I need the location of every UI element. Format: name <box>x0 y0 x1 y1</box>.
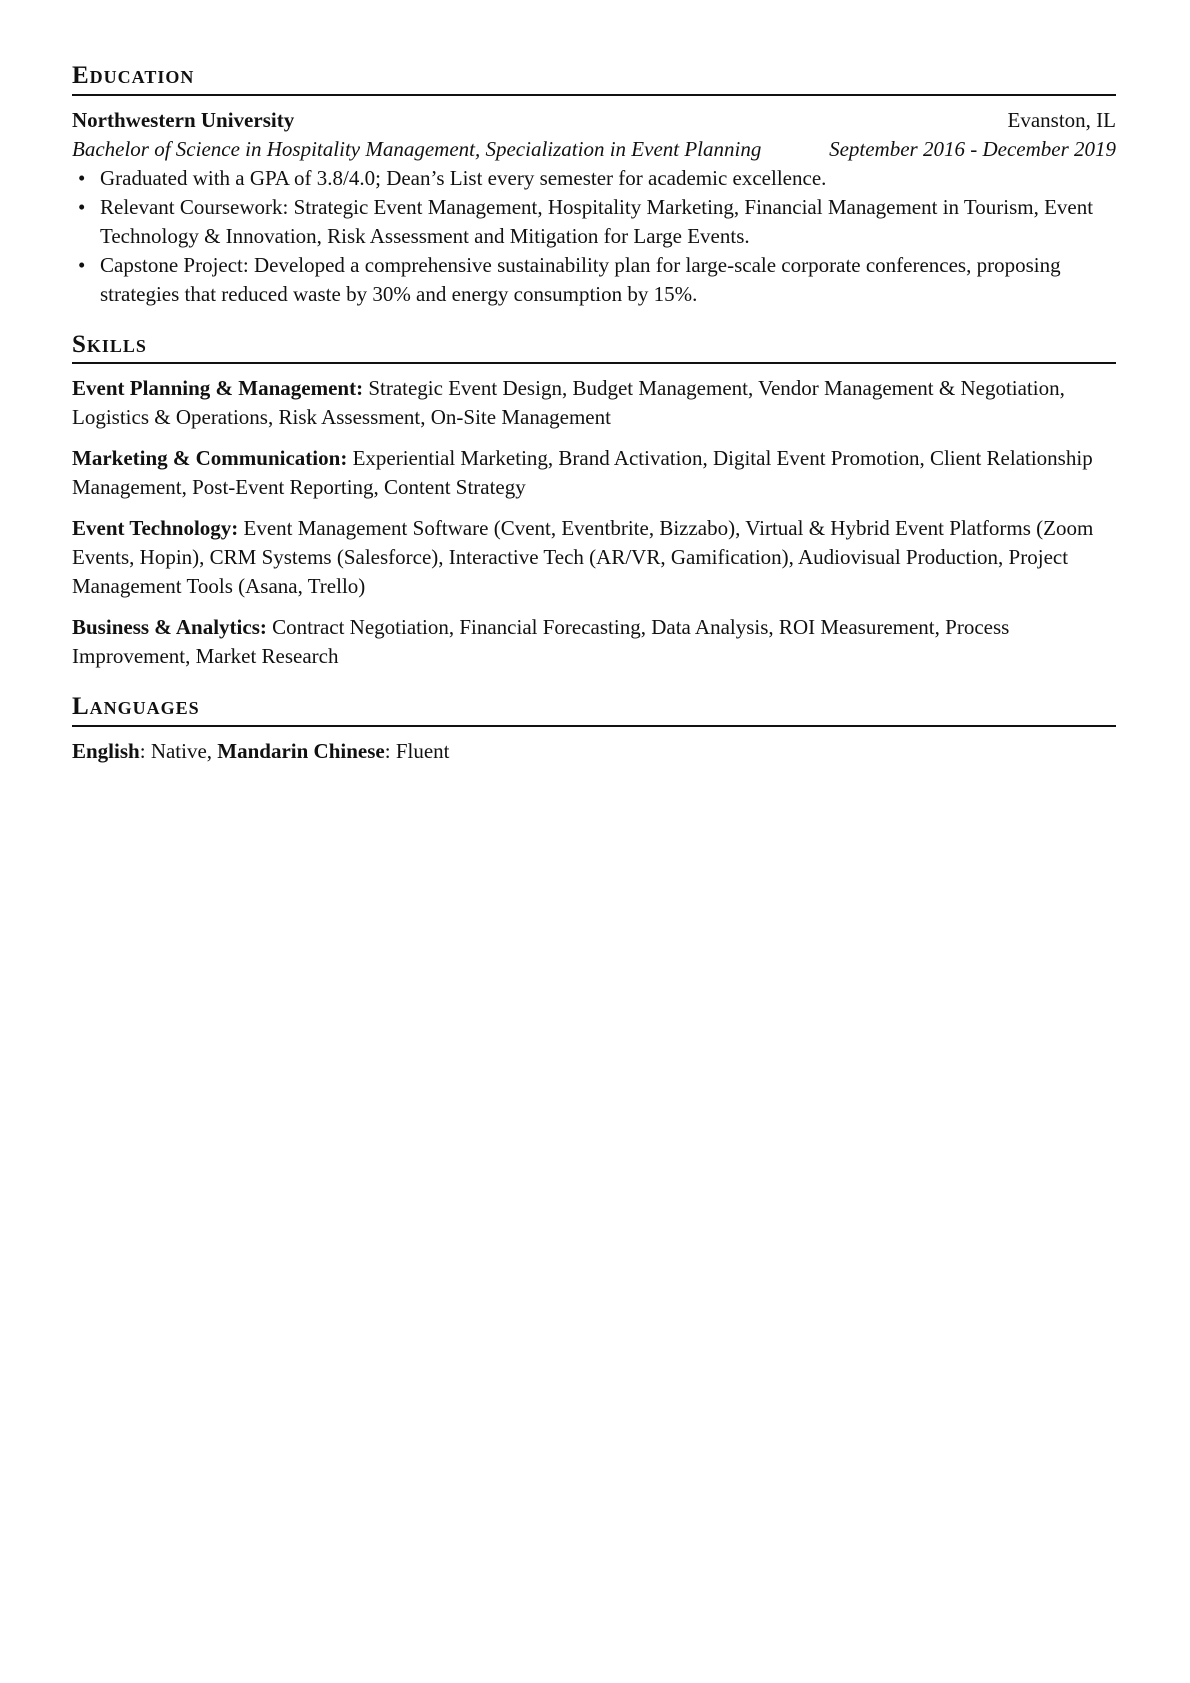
skill-group-text: Contract Negotiation, Financial Forecasting, Data Analysis, ROI Measurement, Process Improvement, Market Research <box>72 615 1010 668</box>
language-name: English <box>72 738 140 763</box>
languages-section <box>72 693 1116 766</box>
institution-name: Northwestern University <box>72 107 295 132</box>
skill-group-text: Event Management Software (Cvent, Eventbrite, Bizzabo), Virtual & Hybrid Event Platforms (Zoom Events, Hopin), CRM Systems (Salesforce), Interactive Tech (AR/VR, Gamification), Audiovisual Production, Project Management Tools (Asana, Trello) <box>72 516 1094 598</box>
skill-group-event-technology <box>72 514 1116 601</box>
skill-group-marketing <box>72 444 1116 502</box>
language-level: Fluent <box>395 738 450 763</box>
degree-line <box>72 135 1116 164</box>
skill-group-text: Strategic Event Design, Budget Management, Vendor Management & Negotiation, Logistics & Operations, Risk Assessment, On-Site Management <box>72 376 1065 429</box>
education-section <box>72 62 1116 309</box>
language-separator: : <box>384 738 396 763</box>
education-dates: September 2016 - December 2019 <box>829 136 1116 161</box>
skill-group-label: Marketing & Communication: <box>72 446 348 470</box>
degree-title: Bachelor of Science in Hospitality Management, Specialization in Event Planning <box>72 136 762 161</box>
education-bullet: • Capstone Project: Developed a comprehensive sustainability plan for large-scale corporate conferences, proposing strategies that reduced waste by 30% and energy consumption by 15%. <box>100 251 1116 309</box>
education-bullet: • Relevant Coursework: Strategic Event Management, Hospitality Marketing, Financial Management in Tourism, Event Technology & Innovation, Risk Assessment and Mitigation for Large Events. <box>100 193 1116 251</box>
skill-group-business-analytics <box>72 613 1116 671</box>
skill-group-label: Event Technology: <box>72 516 239 540</box>
skills-heading: Skills <box>72 331 1116 365</box>
language-separator: : <box>139 738 151 763</box>
skill-group-event-planning <box>72 374 1116 432</box>
institution-location: Evanston, IL <box>1007 107 1116 132</box>
resume-page <box>72 62 1116 788</box>
skill-group-text: Experiential Marketing, Brand Activation, Digital Event Promotion, Client Relationship Management, Post-Event Reporting, Content Strategy <box>72 446 1093 499</box>
education-bullet: • Graduated with a GPA of 3.8/4.0; Dean’s List every semester for academic excellence. <box>100 164 1116 193</box>
language-name: Mandarin Chinese <box>217 738 385 763</box>
languages-heading: Languages <box>72 693 1116 727</box>
languages-line <box>72 737 1116 766</box>
skills-section <box>72 331 1116 672</box>
language-level: Native <box>150 738 207 763</box>
education-bullets <box>72 164 1116 309</box>
education-header-row <box>72 106 1116 135</box>
skill-group-label: Business & Analytics: <box>72 615 267 639</box>
language-delimiter: , <box>206 738 218 763</box>
education-heading: Education <box>72 62 1116 96</box>
skill-group-label: Event Planning & Management: <box>72 376 364 400</box>
